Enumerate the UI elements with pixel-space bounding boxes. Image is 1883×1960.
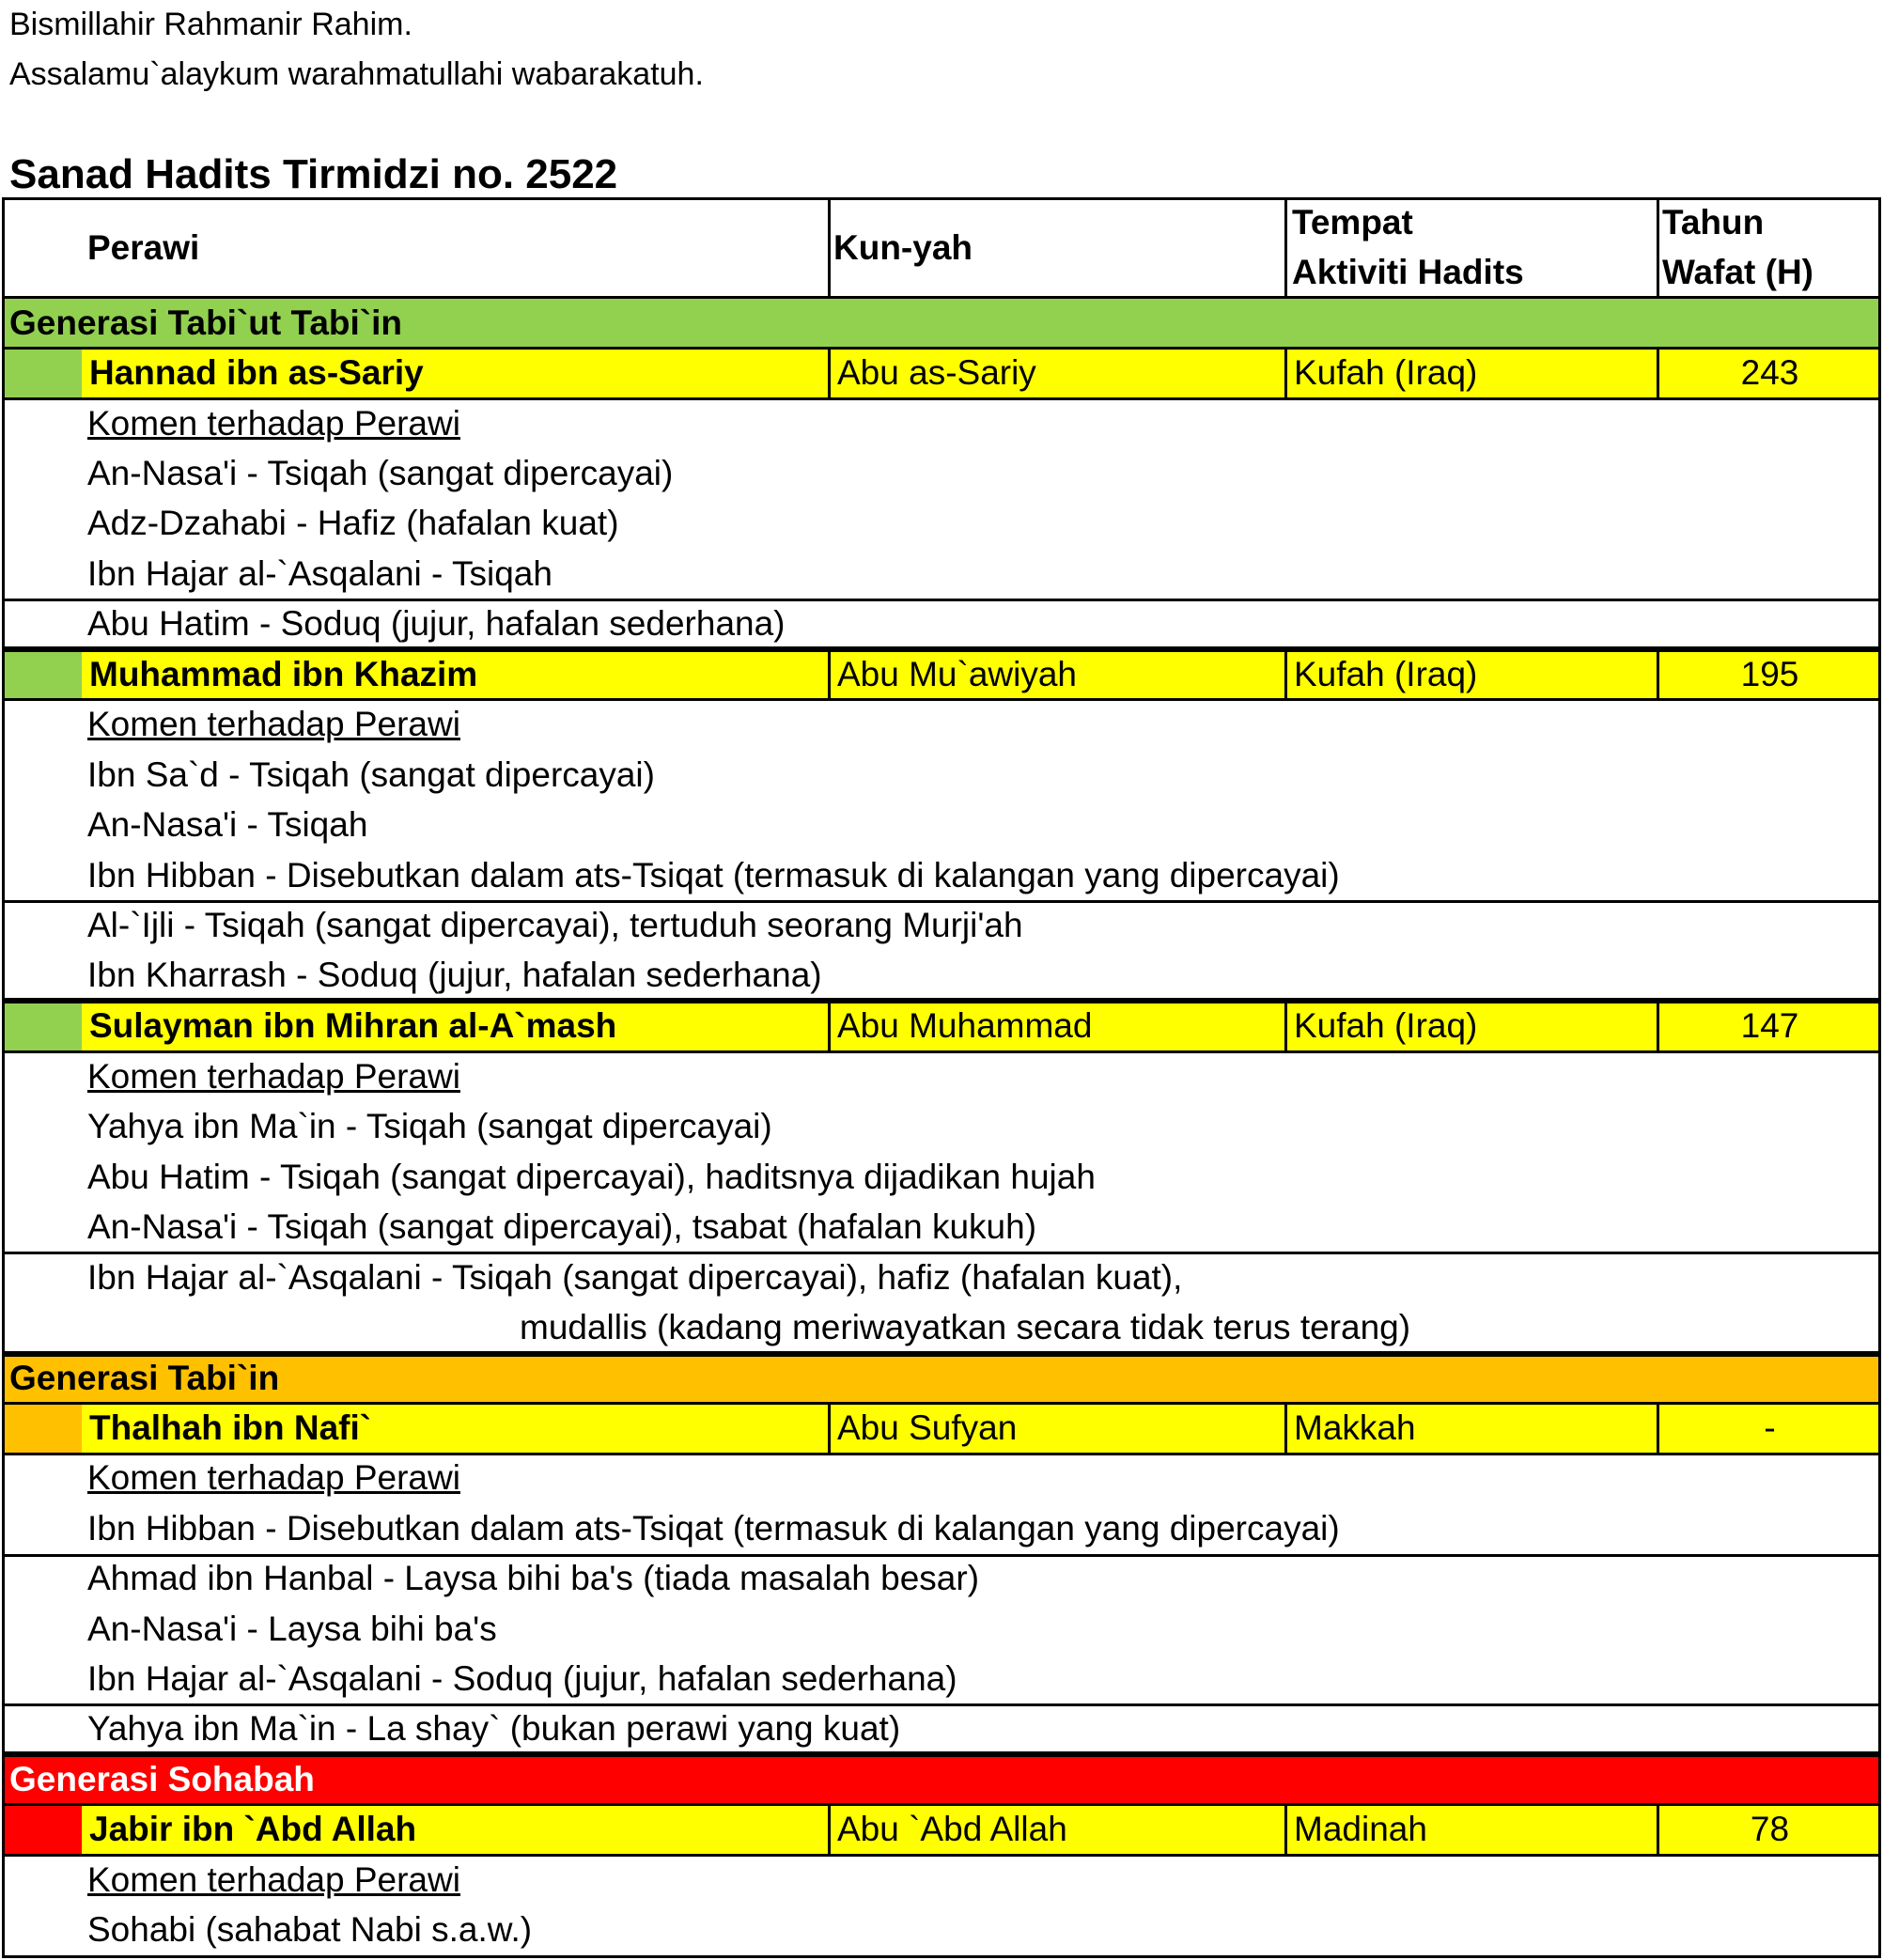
rawi-name: Hannad ibn as-Sariy: [89, 353, 424, 392]
header-tahun-line2: Wafat (H): [1662, 253, 1813, 291]
rawi-tempat: Kufah (Iraq): [1294, 655, 1478, 693]
grid-line: [1657, 1804, 1659, 1855]
table-header: [2, 197, 1881, 298]
header-kunyah: Kun-yah: [833, 228, 973, 267]
comment-line: Ibn Hibban - Disebutkan dalam ats-Tsiqat (termasuk di kalangan yang dipercayai): [87, 856, 1340, 894]
rawi-kunyah: Abu as-Sariy: [837, 353, 1036, 392]
grid-line: [2, 698, 1881, 701]
comment-line: Yahya ibn Ma`in - Tsiqah (sangat dipercayai): [87, 1107, 772, 1145]
comment-line: An-Nasa'i - Tsiqah (sangat dipercayai), tsabat (hafalan kukuh): [87, 1207, 1037, 1246]
grid-line: [2, 599, 1881, 601]
generation-label: Generasi Tabi`ut Tabi`in: [9, 303, 403, 342]
intro-line-2: Assalamu`alaykum warahmatullahi wabarakatuh.: [9, 56, 704, 92]
grid-line: [828, 1001, 831, 1051]
comment-line: Ibn Hajar al-`Asqalani - Tsiqah (sangat dipercayai), hafiz (hafalan kuat),: [87, 1258, 1183, 1297]
comment-line: Sohabi (sahabat Nabi s.a.w.): [87, 1910, 533, 1949]
rawi-tempat: Madinah: [1294, 1810, 1427, 1848]
grid-line-thick: [2, 646, 1881, 652]
comment-line: Al-`Ijli - Tsiqah (sangat dipercayai), tertuduh seorang Murji'ah: [87, 906, 1023, 944]
grid-line: [1284, 197, 1287, 298]
rawi-wafat: -: [1764, 1408, 1776, 1447]
grid-line: [828, 649, 831, 699]
rawi-name: Sulayman ibn Mihran al-A`mash: [89, 1006, 617, 1045]
grid-line: [828, 197, 831, 298]
grid-line: [1657, 1001, 1659, 1051]
grid-line: [1284, 1403, 1287, 1453]
grid-line: [1878, 197, 1881, 1958]
rawi-name: Muhammad ibn Khazim: [89, 655, 478, 693]
generation-row-sohabah: [2, 1754, 1881, 1804]
comment-heading: Komen terhadap Perawi: [87, 1860, 460, 1899]
comment-line: Abu Hatim - Soduq (jujur, hafalan sederhana): [87, 604, 786, 643]
grid-line: [2, 347, 1881, 350]
comment-line: Abu Hatim - Tsiqah (sangat dipercayai), haditsnya dijadikan hujah: [87, 1158, 1096, 1196]
comment-line: An-Nasa'i - Tsiqah (sangat dipercayai): [87, 454, 674, 492]
comment-line: Ibn Hajar al-`Asqalani - Tsiqah: [87, 554, 552, 593]
rawi-name: Jabir ibn `Abd Allah: [89, 1810, 417, 1848]
intro-line-1: Bismillahir Rahmanir Rahim.: [9, 7, 412, 42]
rawi-name: Thalhah ibn Nafi`: [89, 1408, 372, 1447]
page-title: Sanad Hadits Tirmidzi no. 2522: [9, 151, 618, 197]
grid-line: [2, 1554, 1881, 1557]
comment-heading: Komen terhadap Perawi: [87, 1057, 460, 1096]
comment-line: Ibn Kharrash - Soduq (jujur, hafalan sederhana): [87, 956, 822, 994]
comment-line: Ibn Sa`d - Tsiqah (sangat dipercayai): [87, 755, 655, 794]
grid-line: [1657, 1403, 1659, 1453]
header-tempat-line2: Aktiviti Hadits: [1292, 253, 1524, 291]
grid-line: [2, 1803, 1881, 1806]
generation-color-marker: [2, 649, 82, 699]
rawi-kunyah: Abu `Abd Allah: [837, 1810, 1067, 1848]
comment-line: Adz-Dzahabi - Hafiz (hafalan kuat): [87, 504, 619, 542]
comment-line-continuation: mudallis (kadang meriwayatkan secara tidak terus terang): [520, 1308, 1411, 1346]
grid-line: [1284, 649, 1287, 699]
comment-line: An-Nasa'i - Laysa bihi ba's: [87, 1610, 497, 1648]
grid-line: [1657, 197, 1659, 298]
grid-line: [2, 1453, 1881, 1455]
comment-line: Yahya ibn Ma`in - La shay` (bukan perawi yang kuat): [87, 1709, 901, 1748]
grid-line-thick: [2, 1351, 1881, 1357]
grid-line: [2, 197, 5, 1958]
rawi-wafat: 243: [1740, 353, 1799, 392]
rawi-tempat: Kufah (Iraq): [1294, 353, 1478, 392]
generation-color-marker: [2, 1804, 82, 1855]
comment-line: Ibn Hibban - Disebutkan dalam ats-Tsiqat (termasuk di kalangan yang dipercayai): [87, 1509, 1340, 1548]
rawi-kunyah: Abu Mu`awiyah: [837, 655, 1078, 693]
grid-line: [1657, 649, 1659, 699]
grid-line: [1284, 1804, 1287, 1855]
rawi-row-thalhah: [2, 1403, 1881, 1453]
grid-line: [2, 900, 1881, 903]
rawi-wafat: 147: [1740, 1006, 1799, 1045]
grid-line: [2, 1854, 1881, 1857]
generation-label: Generasi Sohabah: [9, 1760, 315, 1798]
generation-row-tabiut-tabiin: [2, 298, 1881, 348]
grid-line: [1657, 348, 1659, 398]
grid-line: [2, 397, 1881, 400]
comment-heading: Komen terhadap Perawi: [87, 1458, 460, 1497]
grid-line: [1284, 348, 1287, 398]
grid-line: [828, 1804, 831, 1855]
comment-line: Ahmad ibn Hanbal - Laysa bihi ba's (tiada masalah besar): [87, 1559, 980, 1597]
grid-line-thick: [2, 1751, 1881, 1757]
rawi-wafat: 195: [1740, 655, 1799, 693]
rawi-tempat: Makkah: [1294, 1408, 1416, 1447]
rawi-kunyah: Abu Sufyan: [837, 1408, 1018, 1447]
comment-heading: Komen terhadap Perawi: [87, 705, 460, 743]
generation-label: Generasi Tabi`in: [9, 1359, 280, 1397]
generation-color-marker: [2, 1001, 82, 1051]
grid-line: [828, 348, 831, 398]
header-perawi: Perawi: [87, 228, 200, 267]
grid-line-thick: [2, 998, 1881, 1003]
grid-line: [2, 296, 1881, 299]
rawi-wafat: 78: [1750, 1810, 1790, 1848]
grid-line: [1284, 1001, 1287, 1051]
rawi-row-hannad: [2, 348, 1881, 398]
grid-line: [2, 1955, 1881, 1958]
rawi-tempat: Kufah (Iraq): [1294, 1006, 1478, 1045]
header-tahun-line1: Tahun: [1662, 203, 1765, 241]
rawi-kunyah: Abu Muhammad: [837, 1006, 1093, 1045]
rawi-row-jabir: [2, 1804, 1881, 1855]
grid-line: [2, 1703, 1881, 1706]
sanad-table: [2, 197, 1881, 1958]
grid-line: [2, 1402, 1881, 1405]
comment-line: An-Nasa'i - Tsiqah: [87, 805, 368, 844]
comment-line: Ibn Hajar al-`Asqalani - Soduq (jujur, hafalan sederhana): [87, 1659, 957, 1698]
generation-color-marker: [2, 1403, 82, 1453]
grid-line: [2, 197, 1881, 200]
generation-color-marker: [2, 348, 82, 398]
grid-line: [2, 1252, 1881, 1254]
comment-heading: Komen terhadap Perawi: [87, 404, 460, 443]
grid-line: [828, 1403, 831, 1453]
grid-line: [2, 1050, 1881, 1053]
generation-row-tabiin: [2, 1353, 1881, 1403]
rawi-row-muhammad-ibn-khazim: [2, 649, 1881, 699]
rawi-row-sulayman: [2, 1001, 1881, 1051]
header-tempat-line1: Tempat: [1292, 203, 1413, 241]
